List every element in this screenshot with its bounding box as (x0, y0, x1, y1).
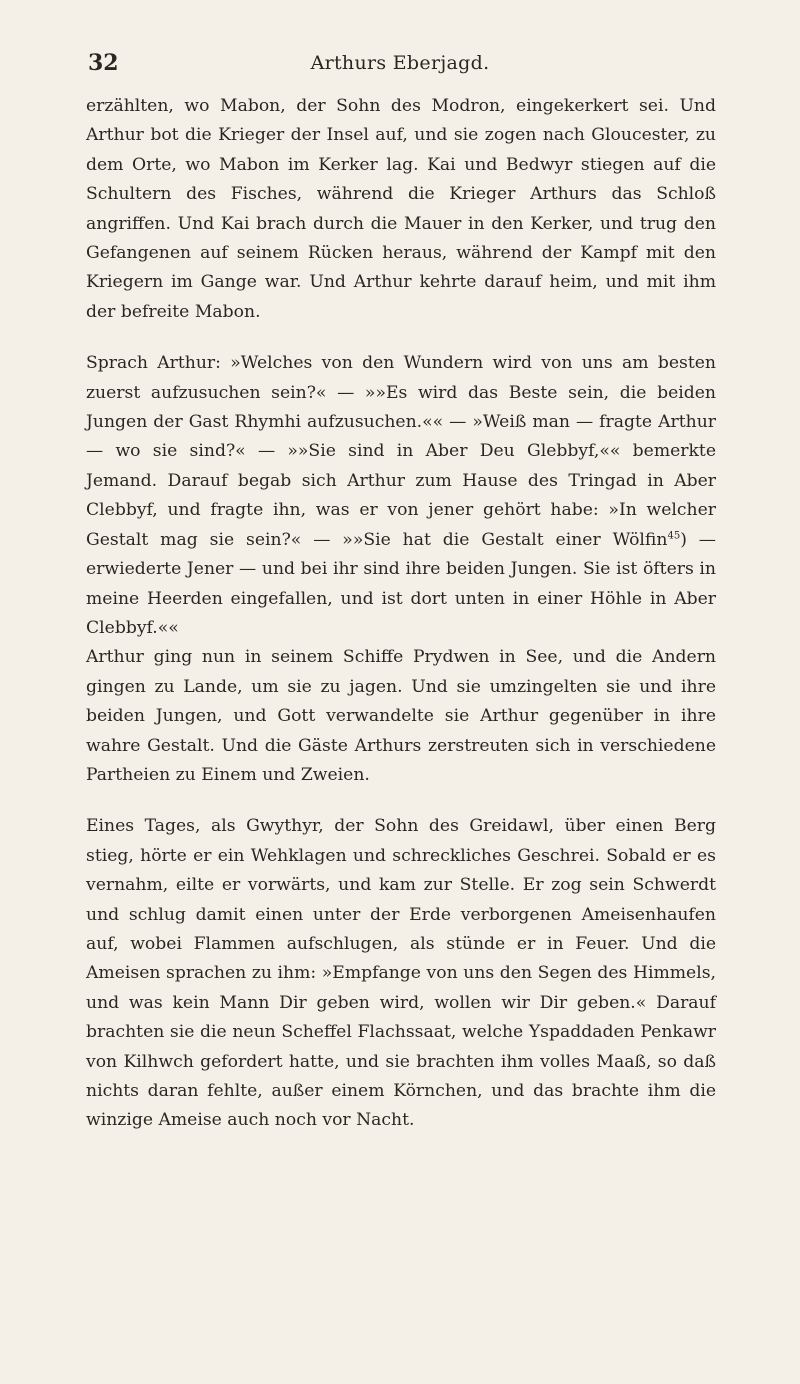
running-title: Arthurs Eberjagd. (310, 52, 490, 74)
running-head (88, 50, 712, 80)
paragraph-2 (86, 349, 716, 643)
paragraph-3: Arthur ging nun in seinem Schiffe Prydwen in See, und die Andern gingen zu Lande, um sie zu jagen. Und sie umzingelten sie und ihre beiden Jungen, und Gott verwandelte sie Arthur gegenüber in ihre wahre Gestalt. Und die Gäste Arthurs zerstreuten sich in verschiedene Partheien zu Einem und Zweien. (86, 647, 716, 785)
paragraph-1: erzählten, wo Mabon, der Sohn des Modron, eingekerkert sei. Und Arthur bot die Krieger der Insel auf, und sie zogen nach Gloucester, zu dem Orte, wo Mabon im Kerker lag. Kai und Bedwyr stiegen auf die Schultern des Fisches, während die Krieger Arthurs das Schloß angriffen. Und Kai brach durch die Mauer in den Kerker, und trug den Gefangenen auf seinem Rücken heraus, während der Kampf mit den Kriegern im Gange war. Und Arthur kehrte darauf heim, und mit ihm der befreite Mabon. (86, 96, 716, 322)
paragraph-2-continuation: ) — erwiederte Jener — und bei ihr sind ihre beiden Jungen. Sie ist öfters in meine Heerden eingefallen, und ist dort unten in einer Höhle in Aber Clebbyf.«« (86, 529, 716, 638)
page-number: 32 (88, 50, 119, 76)
footnote-marker: 45 (667, 529, 681, 541)
paragraph-4: Eines Tages, als Gwythyr, der Sohn des Greidawl, über einen Berg stieg, hörte er ein Wehklagen und schreckliches Geschrei. Sobald er es vernahm, eilte er vorwärts, und kam zur Stelle. Er zog sein Schwerdt und schlug damit einen unter der Erde verborgenen Ameisenhaufen auf, wobei Flammen aufschlugen, als stünde er in Feuer. Und die Ameisen sprachen zu ihm: »Empfange von uns den Segen des Himmels, und was kein Mann Dir geben wird, wollen wir Dir geben.« Darauf brachten sie die neun Scheffel Flachssaat, welche Yspaddaden Penkawr von Kilhwch gefordert hatte, und sie brachten ihm volles Maaß, so daß nichts daran fehlte, außer einem Körnchen, und das brachte ihm die winzige Ameise auch noch vor Nacht. (86, 816, 716, 1131)
body-text (86, 92, 716, 1136)
paragraph-2-text: Sprach Arthur: »Welches von den Wundern wird von uns am besten zuerst aufzusuchen sein?« — »»Es wird das Beste sein, die beiden Jungen der Gast Rhymhi aufzusuchen.«« — »Weiß man — fragte Arthur — wo sie sind?« — »»Sie sind in Aber Deu Glebbyf,«« bemerkte Jemand. Darauf begab sich Arthur zum Hause des Tringad in Aber Clebbyf, und fragte ihn, was er von jener gehört habe: »In welcher Gestalt mag sie sein?« — »»Sie hat die Gestalt einer Wölfin (86, 353, 716, 550)
